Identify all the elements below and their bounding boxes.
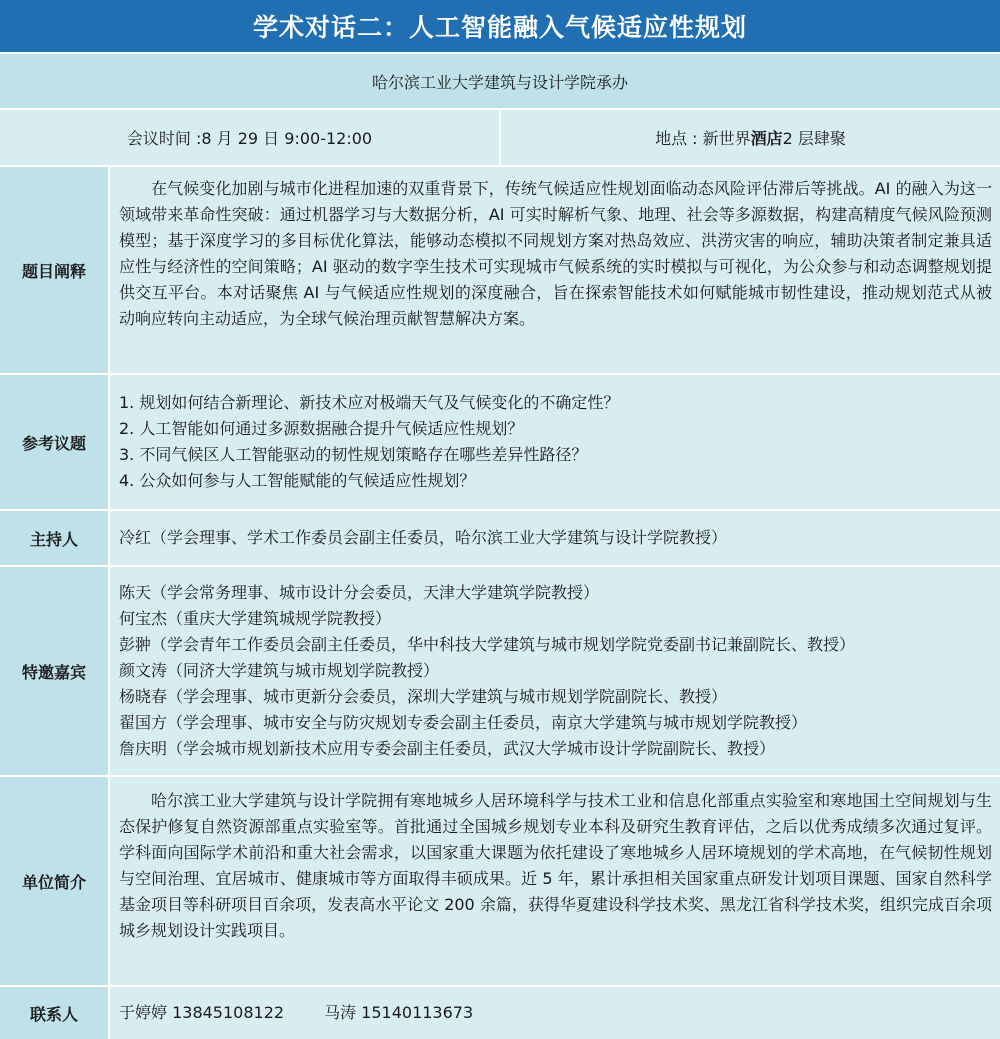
moderator-content bbox=[110, 511, 1000, 565]
location-suffix: 2 层肆聚 bbox=[782, 129, 846, 148]
institution-text: 哈尔滨工业大学建筑与设计学院拥有寒地城乡人居环境科学与技术工业和信息化部重点实验室和寒地国土空间规划与生态保护修复自然资源部重点实验室等。首批通过全国城乡规划专业本科及研究生教育评估，之后以优秀成绩多次通过复评。学科面向国际学术前沿和重大社会需求，以国家重大课题为依托建设了寒地城乡人居环境规划的学术高地，在气候韧性规划与空间治理、宜居城市、健康城市等方面取得丰硕成果。近 5 年，累计承担相关国家重点研发计划项目课题、国家自然科学基金项目等科研项目百余项，发表高水平论文 200 余篇，获得华夏建设科学技术奖、黑龙江省科学技术奖，组织完成百余项城乡规划设计实践项目。 bbox=[119, 791, 992, 940]
issue-item: 4. 公众如何参与人工智能赋能的气候适应性规划？ bbox=[119, 471, 476, 490]
host-row bbox=[0, 54, 1000, 110]
meeting-time-text: 会议时间 :8 月 29 日 9:00-12:00 bbox=[126, 129, 373, 148]
guest-item: 詹庆明（学会城市规划新技术应用专委会副主任委员，武汉大学城市设计学院副院长、教授） bbox=[119, 739, 776, 758]
guests-label: 特邀嘉宾 bbox=[0, 567, 110, 775]
guest-item: 陈天（学会常务理事、城市设计分会委员，天津大学建筑学院教授） bbox=[119, 583, 600, 602]
topic-row bbox=[0, 167, 1000, 375]
institution-row bbox=[0, 777, 1000, 987]
guest-item: 杨晓春（学会理事、城市更新分会委员，深圳大学建筑与城市规划学院副院长、教授） bbox=[119, 687, 728, 706]
contact-list bbox=[119, 1000, 992, 1026]
contact-content bbox=[110, 987, 1000, 1039]
issues-row bbox=[0, 375, 1000, 511]
guest-item: 颜文涛（同济大学建筑与城市规划学院教授） bbox=[119, 661, 440, 680]
moderator-text: 冷红（学会理事、学术工作委员会副主任委员，哈尔滨工业大学建筑与设计学院教授） bbox=[119, 528, 728, 547]
issue-item: 2. 人工智能如何通过多源数据融合提升气候适应性规划？ bbox=[119, 419, 524, 438]
meeting-info-row bbox=[0, 110, 1000, 167]
contact-label: 联系人 bbox=[0, 987, 110, 1039]
contact-row bbox=[0, 987, 1000, 1039]
meeting-time bbox=[0, 110, 499, 165]
guest-item: 何宝杰（重庆大学建筑城规学院教授） bbox=[119, 609, 392, 628]
location-bold: 酒店 bbox=[750, 129, 783, 148]
issues-content bbox=[110, 375, 1000, 509]
contact-person: 马涛 15140113673 bbox=[324, 1003, 474, 1022]
institution-label: 单位简介 bbox=[0, 777, 110, 985]
issues-label: 参考议题 bbox=[0, 375, 110, 509]
topic-label: 题目阐释 bbox=[0, 167, 110, 373]
topic-content bbox=[110, 167, 1000, 373]
contact-person: 于婷婷 13845108122 bbox=[119, 1003, 285, 1022]
meeting-location bbox=[499, 110, 1000, 165]
guest-item: 翟国方（学会理事、城市安全与防灾规划专委会副主任委员，南京大学建筑与城市规划学院教授） bbox=[119, 713, 808, 732]
topic-text: 在气候变化加剧与城市化进程加速的双重背景下，传统气候适应性规划面临动态风险评估滞后等挑战。AI 的融入为这一领域带来革命性突破：通过机器学习与大数据分析，AI 可实时解析气象、地理、社会等多源数据，构建高精度气候风险预测模型；基于深度学习的多目标优化算法，能够动态模拟不同规划方案对热岛效应、洪涝灾害的响应，辅助决策者制定兼具适应性与经济性的空间策略；AI 驱动的数字孪生技术可实现城市气候系统的实时模拟与可视化，为公众参与和动态调整规划提供交互平台。本对话聚焦 AI 与气候适应性规划的深度融合，旨在探索智能技术如何赋能城市韧性建设，推动规划范式从被动响应转向主动适应，为全球气候治理贡献智慧解决方案。 bbox=[119, 179, 992, 328]
moderator-label: 主持人 bbox=[0, 511, 110, 565]
guests-row bbox=[0, 567, 1000, 777]
guest-item: 彭翀（学会青年工作委员会副主任委员，华中科技大学建筑与城市规划学院党委副书记兼副院长、教授） bbox=[119, 635, 856, 654]
issue-item: 3. 不同气候区人工智能驱动的韧性规划策略存在哪些差异性路径？ bbox=[119, 445, 588, 464]
page-title: 学术对话二：人工智能融入气候适应性规划 bbox=[0, 0, 1000, 54]
issue-item: 1. 规划如何结合新理论、新技术应对极端天气及气候变化的不确定性？ bbox=[119, 393, 620, 412]
institution-content bbox=[110, 777, 1000, 985]
guests-content bbox=[110, 567, 1000, 775]
host-text: 哈尔滨工业大学建筑与设计学院承办 bbox=[371, 72, 628, 92]
location-prefix: 地点 : 新世界 bbox=[655, 129, 751, 148]
moderator-row bbox=[0, 511, 1000, 567]
